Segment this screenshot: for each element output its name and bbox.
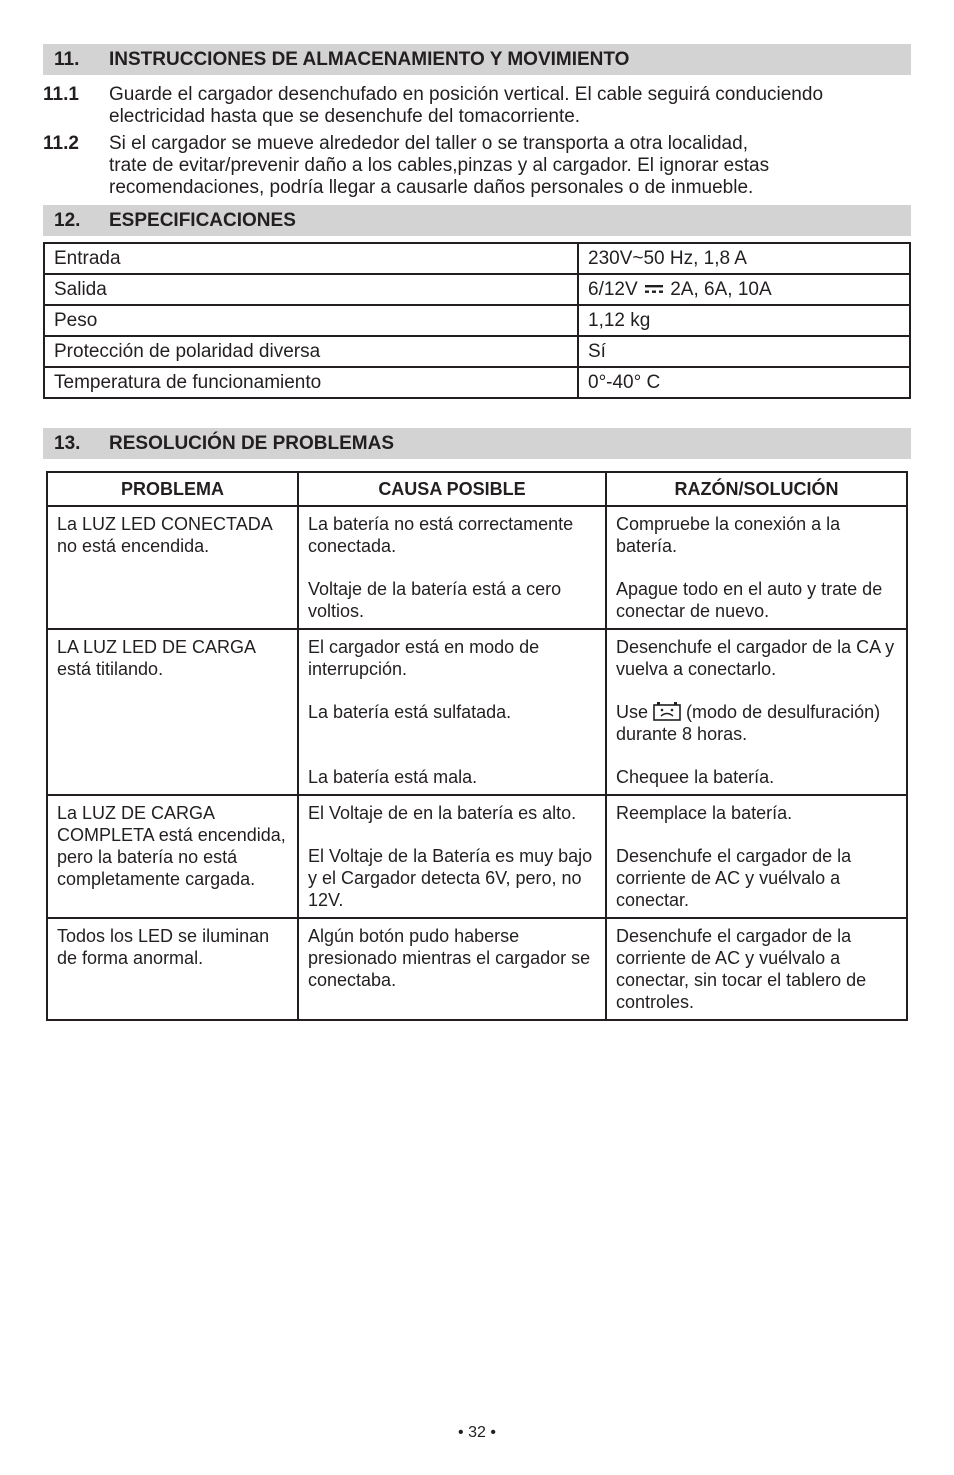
section-number: 13. — [54, 433, 81, 454]
problem-cell: La LUZ LED CONECTADA no está encendida. — [47, 506, 298, 629]
problem-cell: Todos los LED se iluminan de forma anormal. — [47, 918, 298, 1020]
cause-text: Voltaje de la batería está a cero voltios. — [308, 579, 562, 621]
section-title: RESOLUCIÓN DE PROBLEMAS — [109, 433, 395, 454]
text-line: recomendaciones, podría llegar a causarle daños personales o de inmueble. — [109, 177, 754, 198]
solution-text: Reemplace la batería. — [616, 803, 793, 823]
spec-value — [578, 274, 910, 305]
table-row — [44, 336, 910, 367]
spec-label: Salida — [44, 274, 578, 305]
table-header-row — [47, 472, 907, 506]
column-header: PROBLEMA — [47, 472, 298, 506]
solution-text-rest: (modo de desulfuración) durante 8 horas. — [616, 702, 881, 744]
section-title: INSTRUCCIONES DE ALMACENAMIENTO Y MOVIMIENTO — [109, 49, 630, 70]
spec-value: 230V~50 Hz, 1,8 A — [578, 243, 910, 274]
table-row — [44, 305, 910, 336]
spec-value-prefix: 6/12V — [588, 278, 638, 300]
troubleshooting-table — [46, 471, 908, 1021]
table-row — [47, 918, 907, 1020]
cause-cell — [298, 795, 606, 918]
spec-label: Temperatura de funcionamiento — [44, 367, 578, 398]
problem-cell: LA LUZ LED DE CARGA está titilando. — [47, 629, 298, 795]
cause-cell — [298, 629, 606, 795]
text-line: electricidad hasta que se desenchufe del tomacorriente. — [109, 106, 581, 127]
table-row — [47, 506, 907, 629]
cause-text: El Voltaje de en la batería es alto. — [308, 803, 577, 823]
spec-value-suffix: 2A, 6A, 10A — [670, 278, 772, 300]
cause-cell: Algún botón pudo haberse presionado mientras el cargador se conectaba. — [298, 918, 606, 1020]
cause-text: El Voltaje de la Batería es muy bajo y el Cargador detecta 6V, pero, no 12V. — [308, 846, 593, 910]
page-number: • 32 • — [458, 1424, 496, 1441]
dc-symbol-icon — [645, 283, 663, 295]
spec-value: Sí — [578, 336, 910, 367]
solution-use-prefix: Use — [616, 702, 649, 722]
section-13-header — [43, 428, 911, 459]
column-header: CAUSA POSIBLE — [298, 472, 606, 506]
table-row — [44, 243, 910, 274]
cause-text: La batería está sulfatada. — [308, 702, 512, 722]
solution-text: Chequee la batería. — [616, 767, 775, 787]
section-11-header — [43, 44, 911, 75]
text-line: Guarde el cargador desenchufado en posición vertical. El cable seguirá conduciendo — [109, 84, 824, 105]
paragraph-number: 11.2 — [43, 133, 79, 154]
table-row — [47, 629, 907, 795]
solution-text: Apague todo en el auto y trate de conectar de nuevo. — [616, 579, 883, 621]
solution-text: Desenchufe el cargador de la corriente de AC y vuélvalo a conectar. — [616, 846, 852, 910]
solution-cell — [606, 795, 907, 918]
spec-label: Entrada — [44, 243, 578, 274]
spec-label: Protección de polaridad diversa — [44, 336, 578, 367]
section-number: 11. — [54, 49, 80, 70]
cause-text: La batería está mala. — [308, 767, 478, 787]
cause-text: La batería no está correctamente conectada. — [308, 514, 574, 556]
solution-text: Compruebe la conexión a la batería. — [616, 514, 841, 556]
desulfation-mode-icon — [653, 701, 681, 721]
section-number: 12. — [54, 210, 81, 231]
solution-cell — [606, 629, 907, 795]
text-line: trate de evitar/prevenir daño a los cables,pinzas y al cargador. El ignorar estas — [109, 155, 770, 176]
cause-text: El cargador está en modo de interrupción. — [308, 637, 540, 679]
paragraph-text — [109, 133, 909, 199]
paragraph-number: 11.1 — [43, 84, 79, 105]
table-row — [44, 274, 910, 305]
problem-cell: La LUZ DE CARGA COMPLETA está encendida, pero la batería no está completamente cargada. — [47, 795, 298, 918]
column-header: RAZÓN/SOLUCIÓN — [606, 472, 907, 506]
specifications-table — [43, 242, 911, 399]
table-row — [44, 367, 910, 398]
text-line: Si el cargador se mueve alrededor del taller o se transporta a otra localidad, — [109, 133, 748, 154]
table-row — [47, 795, 907, 918]
section-12-header — [43, 205, 911, 236]
cause-cell — [298, 506, 606, 629]
section-title: ESPECIFICACIONES — [109, 210, 296, 231]
spec-value: 1,12 kg — [578, 305, 910, 336]
spec-value: 0°-40° C — [578, 367, 910, 398]
solution-cell: Desenchufe el cargador de la corriente de AC y vuélvalo a conectar, sin tocar el tablero de controles. — [606, 918, 907, 1020]
solution-cell — [606, 506, 907, 629]
paragraph-11-1 — [43, 84, 911, 130]
spec-label: Peso — [44, 305, 578, 336]
paragraph-text — [109, 84, 909, 128]
solution-text: Desenchufe el cargador de la CA y vuelva a conectarlo. — [616, 637, 895, 679]
solution-text — [616, 701, 897, 745]
paragraph-11-2 — [43, 133, 911, 201]
